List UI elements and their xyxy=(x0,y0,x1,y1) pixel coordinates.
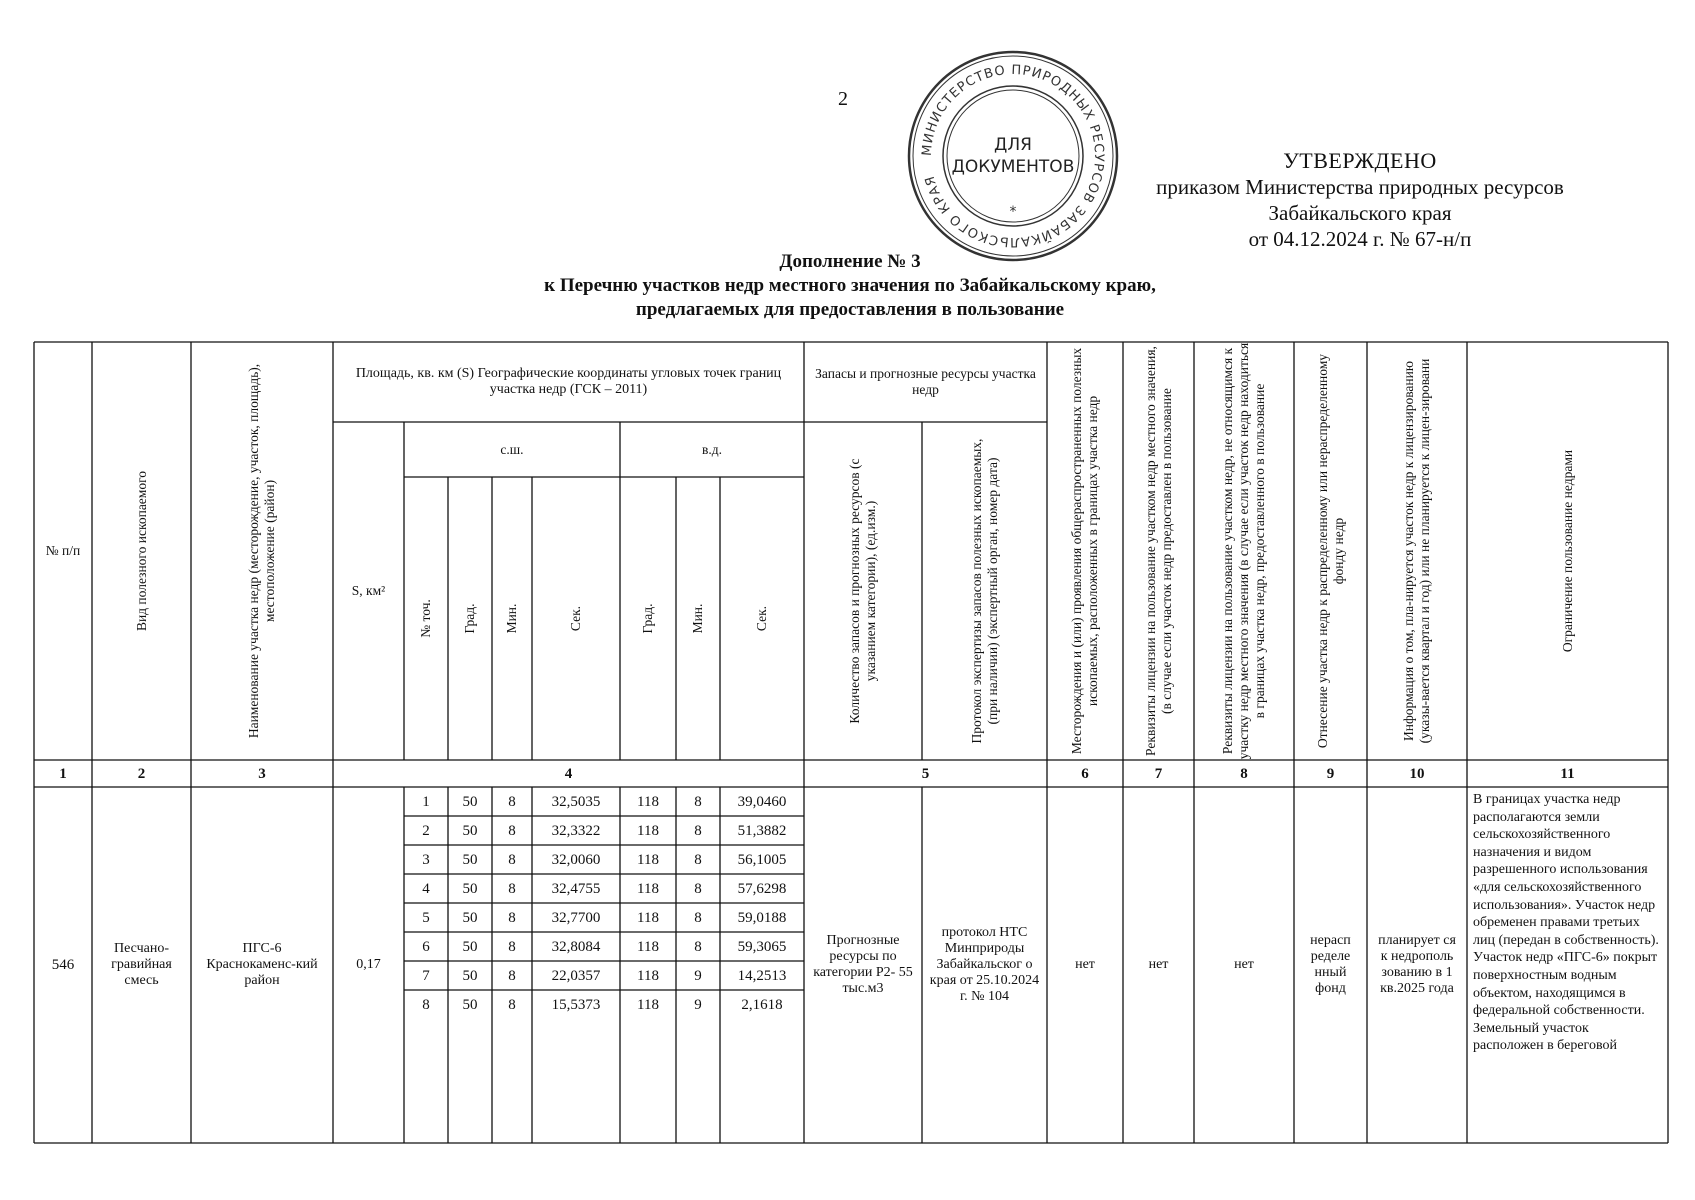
svg-text:*: * xyxy=(1009,204,1017,220)
point-north-min: 8 xyxy=(508,938,516,955)
point-east-min: 9 xyxy=(694,967,702,984)
point-east-min: 9 xyxy=(694,996,702,1013)
header-licensing-plan: Информация о том, пла-нируется участок недр к лицензированию (указы-вается квартал и год) или не планируется к лицен-зировани xyxy=(1401,358,1432,744)
column-number-9: 9 xyxy=(1326,765,1335,782)
point-point-no: 3 xyxy=(422,851,430,868)
point-east-min: 8 xyxy=(694,880,702,897)
header-north-min: Мин. xyxy=(504,603,519,634)
svg-text:МИНИСТЕРСТВО ПРИРОДНЫХ РЕСУРСО xyxy=(920,63,1106,249)
point-north-min: 8 xyxy=(508,996,516,1013)
header-east-sec: Сек. xyxy=(754,605,769,632)
header-site-name: Наименование участка недр (месторождение, участок, площадь), местоположение (район) xyxy=(246,363,277,739)
point-point-no: 7 xyxy=(422,967,430,984)
point-north-sec: 32,4755 xyxy=(551,880,601,897)
point-north-min: 8 xyxy=(508,909,516,926)
heading-line-3: предлагаемых для предоставления в пользование xyxy=(635,299,1065,320)
point-east-sec: 51,3882 xyxy=(737,822,787,839)
point-east-deg: 118 xyxy=(637,909,659,926)
header-license-local: Реквизиты лицензии на пользование участком недр местного значения, (в случае если участок недр предоставлен в пользование xyxy=(1142,346,1174,756)
page-number: 2 xyxy=(838,88,848,110)
column-number-6: 6 xyxy=(1081,765,1089,782)
header-s-km: S, км² xyxy=(351,583,386,598)
point-point-no: 2 xyxy=(422,822,430,839)
stamp-text-2: ДОКУМЕНТОВ xyxy=(951,157,1075,177)
point-east-deg: 118 xyxy=(637,996,659,1013)
point-east-deg: 118 xyxy=(637,938,659,955)
header-num: № п/п xyxy=(45,543,81,558)
column-number-5: 5 xyxy=(921,765,930,782)
point-north-min: 8 xyxy=(508,967,516,984)
point-east-min: 8 xyxy=(694,822,702,839)
heading-line-2: к Перечню участков недр местного значения по Забайкальскому краю, xyxy=(544,275,1156,296)
row-deposits: нет xyxy=(1075,957,1095,972)
header-quantity: Количество запасов и прогнозных ресурсов (с указанием категории), (ед.изм.) xyxy=(847,458,878,724)
header-fund: Отнесение участка недр к распределенному или нераспределенному фонду недр xyxy=(1314,353,1346,749)
header-deposits: Месторождения и (или) проявления общераспространенных полезных ископаемых, расположенных в границах участка недр xyxy=(1069,347,1100,755)
header-north-sec: Сек. xyxy=(568,605,583,632)
point-north-sec: 32,7700 xyxy=(551,909,601,926)
point-point-no: 5 xyxy=(422,909,430,926)
point-east-min: 8 xyxy=(694,793,702,810)
point-east-min: 8 xyxy=(694,938,702,955)
approval-block xyxy=(1140,148,1580,252)
row-quantity: Прогнозные ресурсы по категории Р2- 55 тыс.м3 xyxy=(813,933,913,996)
point-east-deg: 118 xyxy=(637,822,659,839)
point-point-no: 4 xyxy=(422,880,430,897)
heading-line-1: Дополнение № 3 xyxy=(779,251,921,272)
row-area: 0,17 xyxy=(356,957,381,972)
point-north-deg: 50 xyxy=(462,793,478,810)
point-point-no: 8 xyxy=(422,996,430,1013)
header-license-other: Реквизиты лицензии на пользование участком недр, не относящимся к участку недр местного значения (в случае если участок недр находиться в границах участка недр, предоставленного в пользование xyxy=(1220,342,1267,760)
column-number-2: 2 xyxy=(137,765,146,782)
row-site-name: ПГС-6 Краснокаменс-кий район xyxy=(206,941,318,988)
row-restriction: В границах участка недр располагаются земли сельскохозяйственного назначения и видом разрешенного использования «для сельскохозяйственного использования». Участок недр обременен правами третьих лиц (передан в собственность). Участок недр «ПГС-6» покрыт поверхностным водным объектом, находящимся в федеральной собственности. Земельный участок расположен в береговой xyxy=(1473,792,1659,1054)
row-license-other: нет xyxy=(1234,957,1254,972)
approval-line-1: приказом Министерства природных ресурсов xyxy=(1156,175,1564,199)
header-mineral: Вид полезного ископаемого xyxy=(133,470,149,632)
point-north-sec: 32,3322 xyxy=(551,822,601,839)
column-number-10: 10 xyxy=(1409,765,1425,782)
point-east-min: 8 xyxy=(694,851,702,868)
row-protocol: протокол НТС Минприроды Забайкальског о края от 25.10.2024 г. № 104 xyxy=(929,925,1040,1004)
point-north-min: 8 xyxy=(508,793,516,810)
row-mineral: Песчано-гравийная смесь xyxy=(111,941,172,988)
column-number-4: 4 xyxy=(564,765,573,782)
header-point-no: № точ. xyxy=(418,599,433,638)
point-east-sec: 59,0188 xyxy=(737,909,787,926)
point-north-deg: 50 xyxy=(462,909,478,926)
point-east-deg: 118 xyxy=(637,851,659,868)
point-north-deg: 50 xyxy=(462,880,478,897)
point-east-sec: 2,1618 xyxy=(741,996,783,1013)
header-north-deg: Град. xyxy=(462,603,477,634)
row-licensing-plan: планирует ся к недрополь зованию в 1 кв.2025 года xyxy=(1378,933,1456,996)
point-east-sec: 56,1005 xyxy=(737,851,787,868)
approval-title: УТВЕРЖДЕНО xyxy=(1283,148,1437,173)
point-north-deg: 50 xyxy=(462,822,478,839)
column-number-7: 7 xyxy=(1154,765,1163,782)
header-protocol: Протокол экспертизы запасов полезных ископаемых, (при наличии) (экспертный орган, номер дата) xyxy=(968,438,1000,744)
point-east-sec: 14,2513 xyxy=(737,967,787,984)
row-num: 546 xyxy=(51,957,75,973)
point-east-deg: 118 xyxy=(637,880,659,897)
point-east-deg: 118 xyxy=(637,793,659,810)
point-north-deg: 50 xyxy=(462,967,478,984)
point-north-sec: 22,0357 xyxy=(551,967,601,984)
column-number-1: 1 xyxy=(59,765,67,782)
point-north-deg: 50 xyxy=(462,851,478,868)
point-east-deg: 118 xyxy=(637,967,659,984)
point-north-sec: 32,5035 xyxy=(551,793,601,810)
point-east-sec: 59,3065 xyxy=(737,938,787,955)
official-stamp xyxy=(905,48,1121,264)
point-north-min: 8 xyxy=(508,822,516,839)
row-fund: нерасп ределе нный фонд xyxy=(1310,933,1351,996)
point-north-deg: 50 xyxy=(462,996,478,1013)
point-north-sec: 32,8084 xyxy=(551,938,601,955)
header-east-deg: Град. xyxy=(640,603,655,634)
header-reserves: Запасы и прогнозные ресурсы участка недр xyxy=(815,366,1036,397)
column-number-11: 11 xyxy=(1560,765,1575,782)
point-north-min: 8 xyxy=(508,880,516,897)
point-north-deg: 50 xyxy=(462,938,478,955)
point-north-sec: 32,0060 xyxy=(551,851,601,868)
point-east-min: 8 xyxy=(694,909,702,926)
row-license-local: нет xyxy=(1148,957,1169,972)
point-east-sec: 39,0460 xyxy=(737,793,787,810)
approval-line-2: Забайкальского края xyxy=(1268,201,1452,225)
approval-line-3: от 04.12.2024 г. № 67-н/п xyxy=(1248,227,1472,251)
header-east-min: Мин. xyxy=(690,603,705,634)
stamp-ring-text: МИНИСТЕРСТВО ПРИРОДНЫХ РЕСУРСОВ ЗАБАЙКАЛЬСКОГО КРАЯ xyxy=(919,62,1107,250)
stamp-text-1: ДЛЯ xyxy=(994,135,1032,155)
column-number-8: 8 xyxy=(1240,765,1248,782)
point-north-sec: 15,5373 xyxy=(551,996,601,1013)
header-restriction: Ограничение пользование недрами xyxy=(1559,449,1575,653)
point-north-min: 8 xyxy=(508,851,516,868)
header-east: в.д. xyxy=(702,441,722,457)
header-north: с.ш. xyxy=(500,441,524,457)
header-area-coords: Площадь, кв. км (S) Географические координаты угловых точек границ участка недр (ГСК – 2011) xyxy=(355,366,782,397)
column-number-3: 3 xyxy=(258,765,266,782)
document-heading xyxy=(500,250,1200,322)
point-point-no: 6 xyxy=(422,938,430,955)
point-east-sec: 57,6298 xyxy=(737,880,787,897)
point-point-no: 1 xyxy=(422,793,430,810)
